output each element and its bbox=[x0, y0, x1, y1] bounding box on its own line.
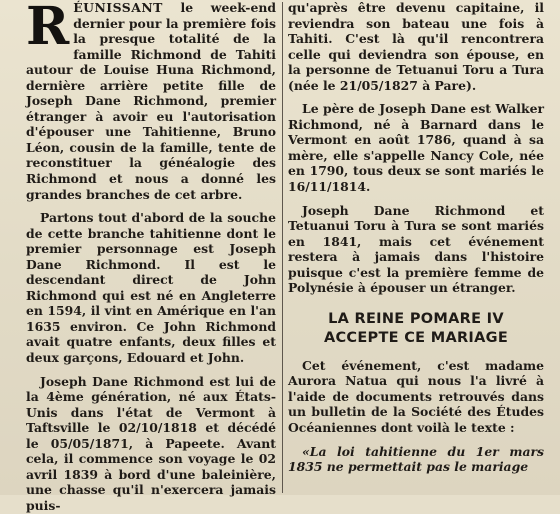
intro-lead: ÉUNISSANT bbox=[73, 0, 163, 15]
drop-cap: R bbox=[26, 0, 70, 57]
paragraph-parents: Le père de Joseph Dane est Walker Richmond, né à Barnard dans le Vermont en août 1786, quand à sa mère, elle s'appelle Nancy Cole, née en 1790, tous deux se sont mariés le 16/11/1814. bbox=[288, 101, 544, 195]
section-subheading: LA REINE POMARE IV ACCEPTE CE MARIAGE bbox=[323, 310, 509, 346]
intro-paragraph bbox=[26, 0, 276, 202]
right-column bbox=[288, 0, 544, 495]
intro-text: le week-end dernier pour la première fois la presque totalité de la famille Richmond de Tahiti autour de Louise Huna Richmond, dernière arrière petite fille de Joseph Dane Richmond, premier étranger à avoir eu l'autorisation d'épouser une Tahitienne, Bruno Léon, cousin de la famille, tente de reconstituer la généalogie des Richmond et nous a donné les grandes branches de cet arbre. bbox=[26, 0, 276, 202]
paragraph-generation: Joseph Dane Richmond est lui de la 4ème génération, né aux États-Unis dans l'état de Vermont à Taftsville le 02/10/1818 et décédé le 05/05/1871, à Papeete. Avant cela, il commence son voyage le 02 avril 1839 à bord d'une baleinière, une chasse qu'il n'exercera jamais puis- bbox=[26, 373, 276, 513]
quote-paragraph: «La loi tahitienne du 1er mars 1835 ne permettait pas le mariage bbox=[288, 443, 544, 475]
paragraph-continuation: qu'après être devenu capitaine, il reviendra son bateau une fois à Tahiti. C'est là qu'il rencontrera celle qui deviendra son épouse, en la personne de Tetuanui Toru a Tura (née le 21/05/1827 à Pare). bbox=[288, 0, 544, 93]
paragraph-marriage: Joseph Dane Richmond et Tetuanui Toru à Tura se sont mariés en 1841, mais cet événement restera à jamais dans l'histoire puisque c'est la première femme de Polynésie à épouser un étranger. bbox=[288, 202, 544, 296]
paragraph-souche: Partons tout d'abord de la souche de cette branche tahitienne dont le premier personnage est Joseph Dane Richmond. Il est le descendant direct de John Richmond qui est né en Angleterre en 1594, il vint en Amérique en l'an 1635 environ. Ce John Richmond avait quatre enfants, deux filles et deux garçons, Edouard et John. bbox=[26, 210, 276, 366]
paragraph-source: Cet événement, c'est madame Aurora Natua qui nous l'a livré à l'aide de documents retrouvés dans un bulletin de la Société des Études Océaniennes dont voilà le texte : bbox=[288, 357, 544, 436]
left-column bbox=[26, 0, 276, 513]
column-divider bbox=[282, 2, 283, 493]
